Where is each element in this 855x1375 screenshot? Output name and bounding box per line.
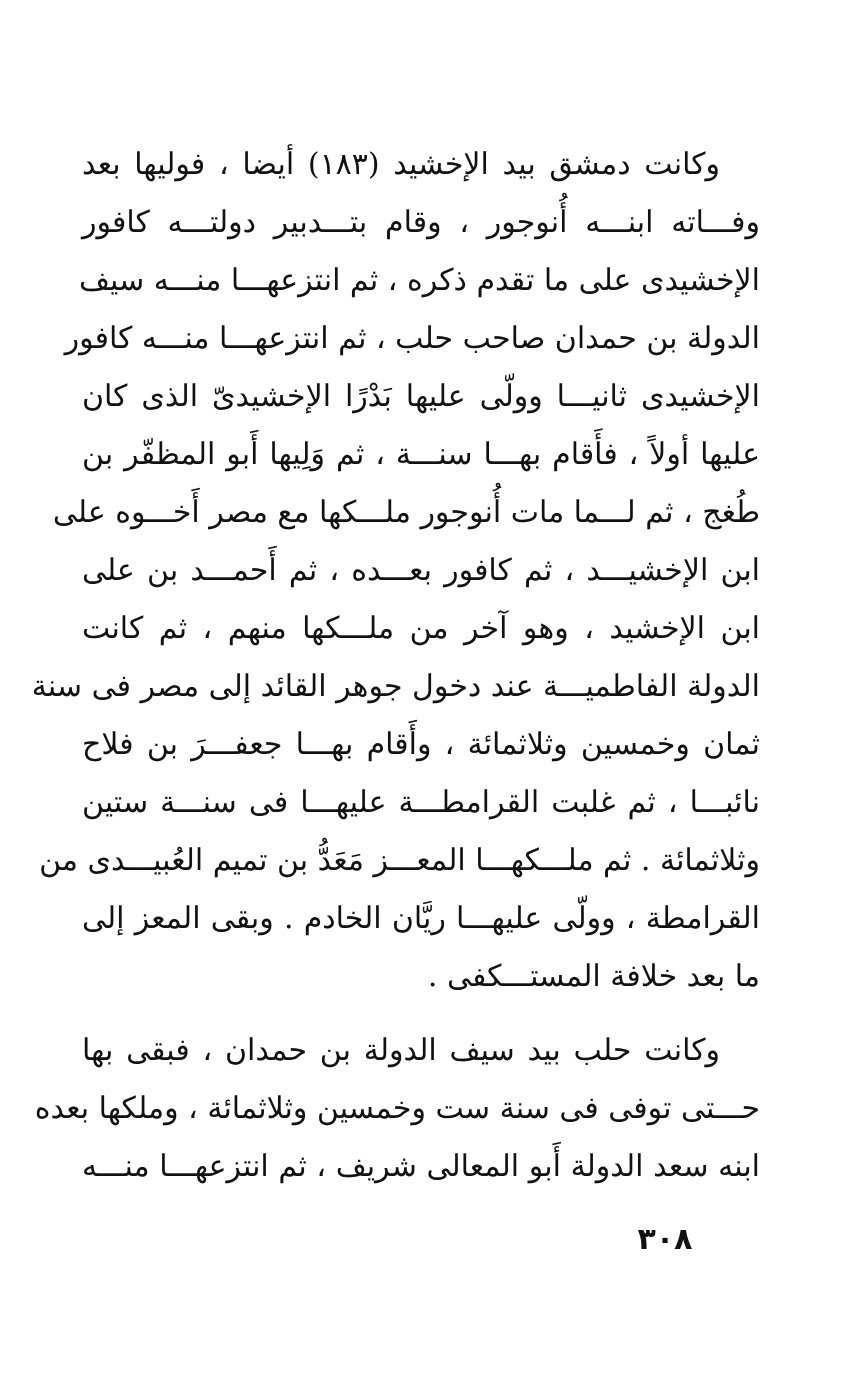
text-line: الإخشيدى على ما تقدم ذكره ، ثم انتزعهـــا منـــه سيف (78, 263, 760, 298)
paragraph-damascus (31, 136, 760, 1006)
text-line: القرامطة ، وولّى عليهـــا ريَّان الخادم . وبقى المعز إلى (82, 901, 760, 936)
text-line: ثمان وخمسين وثلاثمائة ، وأَقام بهـــا جعفـــرَ بن فلاح (82, 727, 760, 762)
text-line: ابن الإخشيد ، وهو آخر من ملـــكها منهم ، ثم كانت (82, 611, 760, 646)
page-number: ٣٠٨ (637, 1222, 693, 1257)
text-line: الدولة الفاطميـــة عند دخول جوهر القائد إلى مصر فى سنة (31, 669, 760, 704)
text-line: نائبـــا ، ثم غلبت القرامطـــة عليهـــا فى سنـــة ستين (82, 785, 760, 820)
text-line: وثلاثمائة . ثم ملـــكهـــا المعـــز مَعَدُّ بن تميم العُبيـــدى من (39, 843, 760, 878)
text-line: عليها أولاً ، فأَقام بهـــا سنـــة ، ثم وَلِيها أَبو المظفّر بن (82, 437, 760, 472)
text-line: وكانت حلب بيد سيف الدولة بن حمدان ، فبقى بها (82, 1033, 720, 1068)
text-line: الإخشيدى ثانيـــا وولّى عليها بَدْرًا الإخشيدىّ الذى كان (82, 379, 760, 414)
text-line: وكانت دمشق بيد الإخشيد (١٨٣) أيضا ، فوليها بعد (82, 147, 720, 182)
text-line: وفـــاته ابنـــه أُنوجور ، وقام بتـــدبير دولتـــه كافور (82, 205, 760, 240)
text-line: حـــتى توفى فى سنة ست وخمسين وثلاثمائة ، وملكها بعده (34, 1091, 760, 1126)
text-line: ابن الإخشيـــد ، ثم كافور بعـــده ، ثم أَحمـــد بن على (82, 553, 760, 588)
text-line: ابنه سعد الدولة أَبو المعالى شريف ، ثم انتزعهـــا منـــه (82, 1149, 760, 1184)
paragraph-aleppo (34, 1022, 760, 1196)
text-line: ما بعد خلافة المستـــكفى . (427, 959, 760, 994)
text-line: الدولة بن حمدان صاحب حلب ، ثم انتزعهـــا منـــه كافور (64, 321, 760, 356)
text-line: طُغج ، ثم لـــما مات أُنوجور ملـــكها مع مصر أَخـــوه على (52, 495, 760, 530)
